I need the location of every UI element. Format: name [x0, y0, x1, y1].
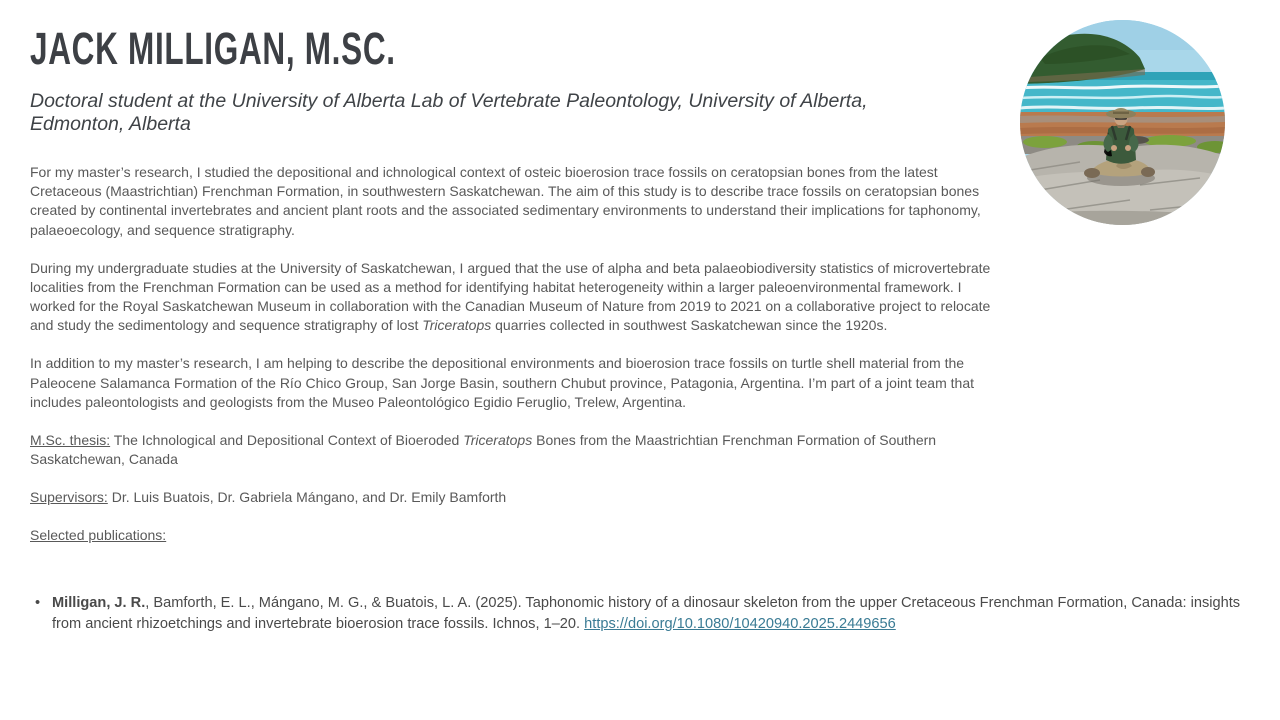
text-segment: , Bamforth, E. L., Mángano, M. G., & Buatois, L. A. (2025). Taphonomic history of a dinosaur skeleton from the upper Cretaceous Frenchman Formation, Canada: insights from ancient rhizoetchings and invertebrate bioerosion trace fossils. Ichnos, 1–20.: [52, 594, 1241, 632]
text-segment: Triceratops: [422, 317, 492, 334]
text-segment: Bones from the Maastrichtian Frenchman Formation of Southern Saskatchewan, Canada: [30, 431, 937, 468]
publications-heading: [30, 526, 1008, 545]
text-segment: In addition to my master’s research, I am helping to describe the depositional environments and bioerosion trace fossils on turtle shell material from the Paleocene Salamanca Formation of the Río Chico Group, San Jorge Basin, southern Chubut province, Patagonia, Argentina. I’m part of a joint team that includes paleontologists and geologists from the Museo Paleontológico Egidio Feruglio, Trelew, Argentina.: [30, 355, 974, 410]
text-segment: Selected publications:: [30, 527, 167, 544]
text-segment: Milligan, J. R.: [52, 594, 146, 611]
bio-paragraph-2: [30, 259, 1008, 336]
text-segment: Triceratops: [463, 431, 533, 448]
supervisors-line: [30, 488, 1008, 507]
publications-list: [30, 593, 1248, 635]
text-segment: M.Sc. thesis:: [30, 431, 111, 448]
text-segment: Supervisors:: [30, 489, 108, 506]
bio-paragraph-3: [30, 354, 1008, 412]
page-title-text: JACK MILLIGAN, M.SC.: [30, 23, 396, 74]
text-segment: Dr. Luis Buatois, Dr. Gabriela Mángano, and Dr. Emily Bamforth: [107, 489, 507, 506]
bio-paragraph-1: [30, 163, 1008, 240]
profile-subtitle: Doctoral student at the University of Alberta Lab of Vertebrate Paleontology, University of Alberta, Edmonton, Alberta: [30, 89, 868, 136]
profile-photo-illustration: [1020, 20, 1225, 225]
publication-entry: [30, 593, 1248, 635]
text-segment: During my undergraduate studies at the University of Saskatchewan, I argued that the use of alpha and beta palaeobiodiversity statistics of microvertebrate localities from the Frenchman Formation can be used as a method for identifying habitat heterogeneity within a larger paleoenvironmental framework. I worked for the Royal Saskatchewan Museum in collaboration with the Canadian Museum of Nature from 2019 to 2021 on a collaborative project to relocate and study the sedimentology and sequence stratigraphy of lost: [30, 259, 991, 334]
profile-photo: [1020, 20, 1225, 225]
text-segment: For my master’s research, I studied the depositional and ichnological context of osteic bioerosion trace fossils on ceratopsian bones from the latest Cretaceous (Maastrichtian) Frenchman Formation, in southwestern Saskatchewan. The aim of this study is to describe trace fossils on ceratopsian bones created by continental invertebrates and ancient plant roots and the associated sedimentary environments to understand their implications for taphonomy, palaeoecology, and sequence stratigraphy.: [30, 164, 981, 238]
bio-section: [30, 163, 1250, 546]
doi-link[interactable]: https://doi.org/10.1080/10420940.2025.2449656: [584, 615, 896, 632]
text-segment: quarries collected in southwest Saskatchewan since the 1920s.: [491, 317, 888, 334]
thesis-line: [30, 431, 1008, 469]
text-segment: The Ichnological and Depositional Context of Bioeroded: [110, 431, 464, 448]
